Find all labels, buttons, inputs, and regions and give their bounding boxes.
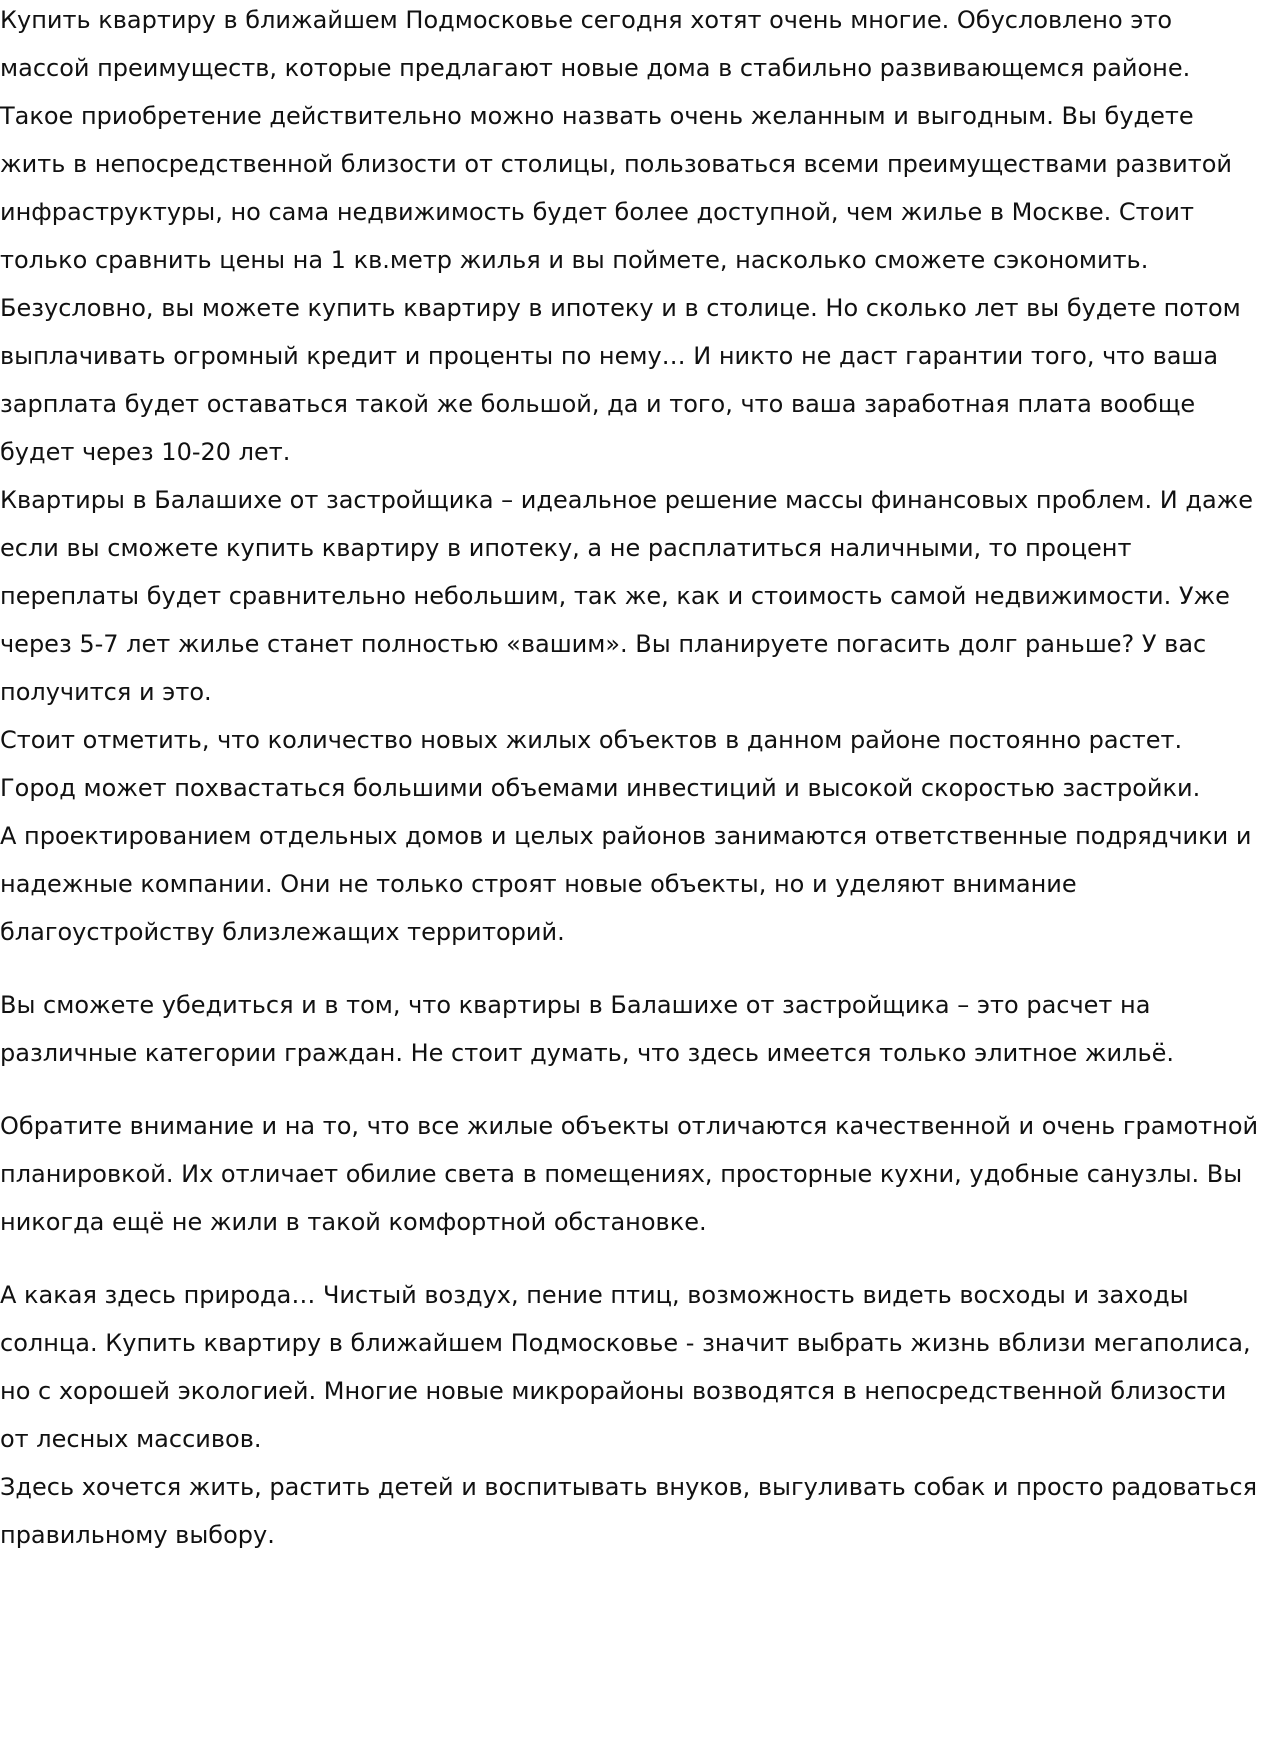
paragraph-balashikha-developer: Квартиры в Балашихе от застройщика – идеальное решение массы финансовых проблем. И даже если вы сможете купить квартиру в ипотеку, а не расплатиться наличными, то процент переплаты будет сравнительно небольшим, так же, как и стоимость самой недвижимости. Уже через 5-7 лет жилье станет полностью «вашим». Вы планируете погасить долг раньше? У вас получится и это. [0,486,1254,706]
paragraph-design-companies: А проектированием отдельных домов и целых районов занимаются ответственные подрядчики и надежные компании. Они не только строят новые объекты, но и уделяют внимание благоустройству близлежащих территорий. [0,822,1252,946]
paragraph-citizen-categories: Вы сможете убедиться и в том, что квартиры в Балашихе от застройщика – это расчет на различные категории граждан. Не стоит думать, что здесь имеется только элитное жильё. [0,991,1175,1067]
paragraph-mortgage-capital: Безусловно, вы можете купить квартиру в ипотеку и в столице. Но сколько лет вы будете потом выплачивать огромный кредит и проценты по нему… И никто не даст гарантии того, что ваша зарплата будет оставаться такой же большой, да и того, что ваша заработная плата вообще будет через 10-20 лет. [0,294,1241,466]
paragraph-layout-quality: Обратите внимание и на то, что все жилые объекты отличаются качественной и очень грамотной планировкой. Их отличает обилие света в помещениях, просторные кухни, удобные санузлы. Вы никогда ещё не жили в такой комфортной обстановке. [0,1112,1259,1236]
paragraph-nature: А какая здесь природа… Чистый воздух, пение птиц, возможность видеть восходы и заходы солнца. Купить квартиру в ближайшем Подмосковье - значит выбрать жизнь вблизи мегаполиса, но с хорошей экологией. Многие новые микрорайоны возводятся в непосредственной близости от лесных массивов. [0,1281,1251,1453]
paragraph-intro: Купить квартиру в ближайшем Подмосковье сегодня хотят очень многие. Обусловлено это массой преимуществ, которые предлагают новые дома в стабильно развивающемся районе. [0,6,1191,82]
paragraph-closing: Здесь хочется жить, растить детей и воспитывать внуков, выгуливать собак и просто радоваться правильному выбору. [0,1473,1257,1549]
paragraph-city-growth: Стоит отметить, что количество новых жилых объектов в данном районе постоянно растет. Город может похвастаться большими объемами инвестиций и высокой скоростью застройки. [0,726,1201,802]
paragraph-benefits: Такое приобретение действительно можно назвать очень желанным и выгодным. Вы будете жить в непосредственной близости от столицы, пользоваться всеми преимуществами развитой инфраструктуры, но сама недвижимость будет более доступной, чем жилье в Москве. Стоит только сравнить цены на 1 кв.метр жилья и вы поймете, насколько сможете сэкономить. [0,102,1232,274]
